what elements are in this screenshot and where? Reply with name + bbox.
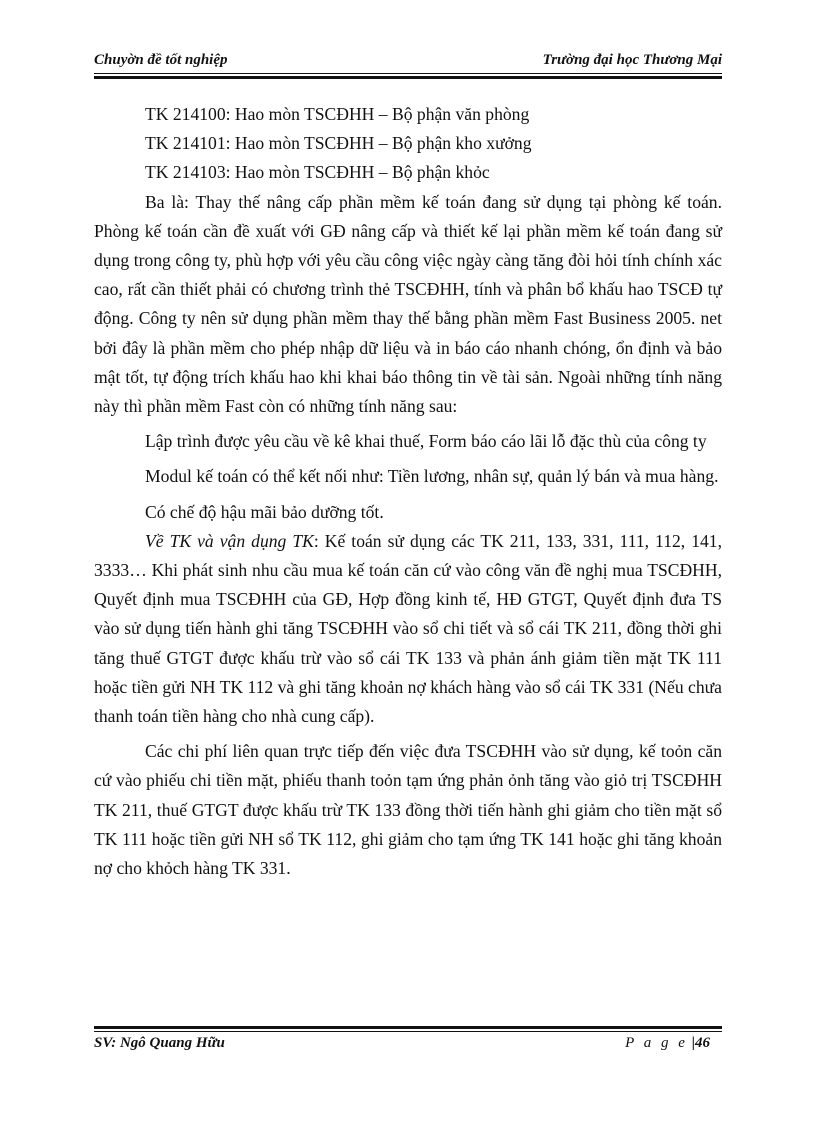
paragraph-chi-phi: Các chi phí liên quan trực tiếp đến việc đưa TSCĐHH vào sử dụng, kế toỏn căn cứ vào phiếu chi tiền mặt, phiếu thanh toỏn tạm ứng phản ỏnh tăng vào giỏ trị TSCĐHH TK 211, thuế GTGT được khấu trừ TK 133 đồng thời tiến hành ghi giảm cho tiền mặt sổ TK 111 hoặc tiền gửi NH sổ TK 112, ghi giảm cho tạm ứng TK 141 hoặc ghi tăng khoản nợ cho khỏch hàng TK 331. [94, 741, 722, 879]
page-header [94, 52, 722, 74]
footer-page-info [625, 1035, 710, 1052]
page-separator: | [691, 1035, 695, 1051]
account-line: TK 214103: Hao mòn TSCĐHH – Bộ phận khỏc [145, 162, 490, 183]
paragraph-ba-la: Ba là: Thay thế nâng cấp phần mềm kế toán đang sử dụng tại phòng kế toán. Phòng kế toán cần đề xuất với GĐ nâng cấp và thiết kế lại phần mềm kế toán đang sử dụng trong công ty, phù hợp với yêu cầu công việc ngày càng tăng đòi hỏi tính chính xác cao, rất cần thiết phải có chương trình thẻ TSCĐHH, tính và phân bổ khấu hao TSCĐ tự động. Công ty nên sử dụng phần mềm thay thế bằng phần mềm Fast Business 2005. net bởi đây là phần mềm cho phép nhập dữ liệu và in báo cáo nhanh chóng, ổn định và bảo mật tốt, tự động trích khấu hao khi khai báo thông tin về tài sản. Ngoài những tính năng này thì phần mềm Fast còn có những tính năng sau: [94, 191, 722, 417]
footer-rule-thin [94, 1031, 722, 1032]
header-rule-thick [94, 76, 722, 79]
page-footer [94, 1035, 722, 1057]
footer-student-name: SV: Ngô Quang Hữu [94, 1035, 225, 1051]
header-rule-thin [94, 73, 722, 74]
feature-item: Lập trình được yêu cầu về kê khai thuế, Form báo cáo lãi lỗ đặc thù của công ty [145, 431, 707, 452]
account-line: TK 214101: Hao mòn TSCĐHH – Bộ phận kho xưởng [145, 133, 532, 154]
tk-text: : Kế toán sử dụng các TK 211, 133, 331, 111, 112, 141, 3333… Khi phát sinh nhu cầu mua kế toán căn cứ vào công văn đề nghị mua TSCĐHH, Quyết định mua TSCĐHH của GĐ, Hợp đồng kinh tế, HĐ GTGT, Quyết định đưa TS vào sử dụng tiến hành ghi tăng TSCĐHH vào sổ chi tiết và sổ cái TK 211, đồng thời ghi tăng thuế GTGT được khấu trừ vào sổ cái TK 133 và phản ánh giảm tiền mặt TK 111 hoặc tiền gửi NH TK 112 và ghi tăng khoản nợ khách hàng vào sổ cái TK 331 (Nếu chưa thanh toán tiền hàng cho nhà cung cấp). [94, 530, 722, 727]
page-label: P a g e [625, 1035, 688, 1051]
account-line: TK 214100: Hao mòn TSCĐHH – Bộ phận văn phòng [145, 104, 530, 124]
header-right-title: Trường đại học Thương Mại [542, 52, 722, 68]
feature-item: Có chế độ hậu mãi bảo dưỡng tốt. [145, 501, 384, 522]
page-number: 46 [695, 1035, 710, 1051]
footer-rule-thick [94, 1026, 722, 1029]
page-body [94, 100, 722, 883]
feature-item: Modul kế toán có thể kết nối như: Tiền lương, nhân sự, quản lý bán và mua hàng. [145, 466, 719, 487]
header-left-title: Chuyờn đề tốt nghiệp [94, 52, 228, 68]
tk-heading: Về TK và vận dụng TK [145, 530, 314, 551]
paragraph-tk [94, 527, 722, 731]
